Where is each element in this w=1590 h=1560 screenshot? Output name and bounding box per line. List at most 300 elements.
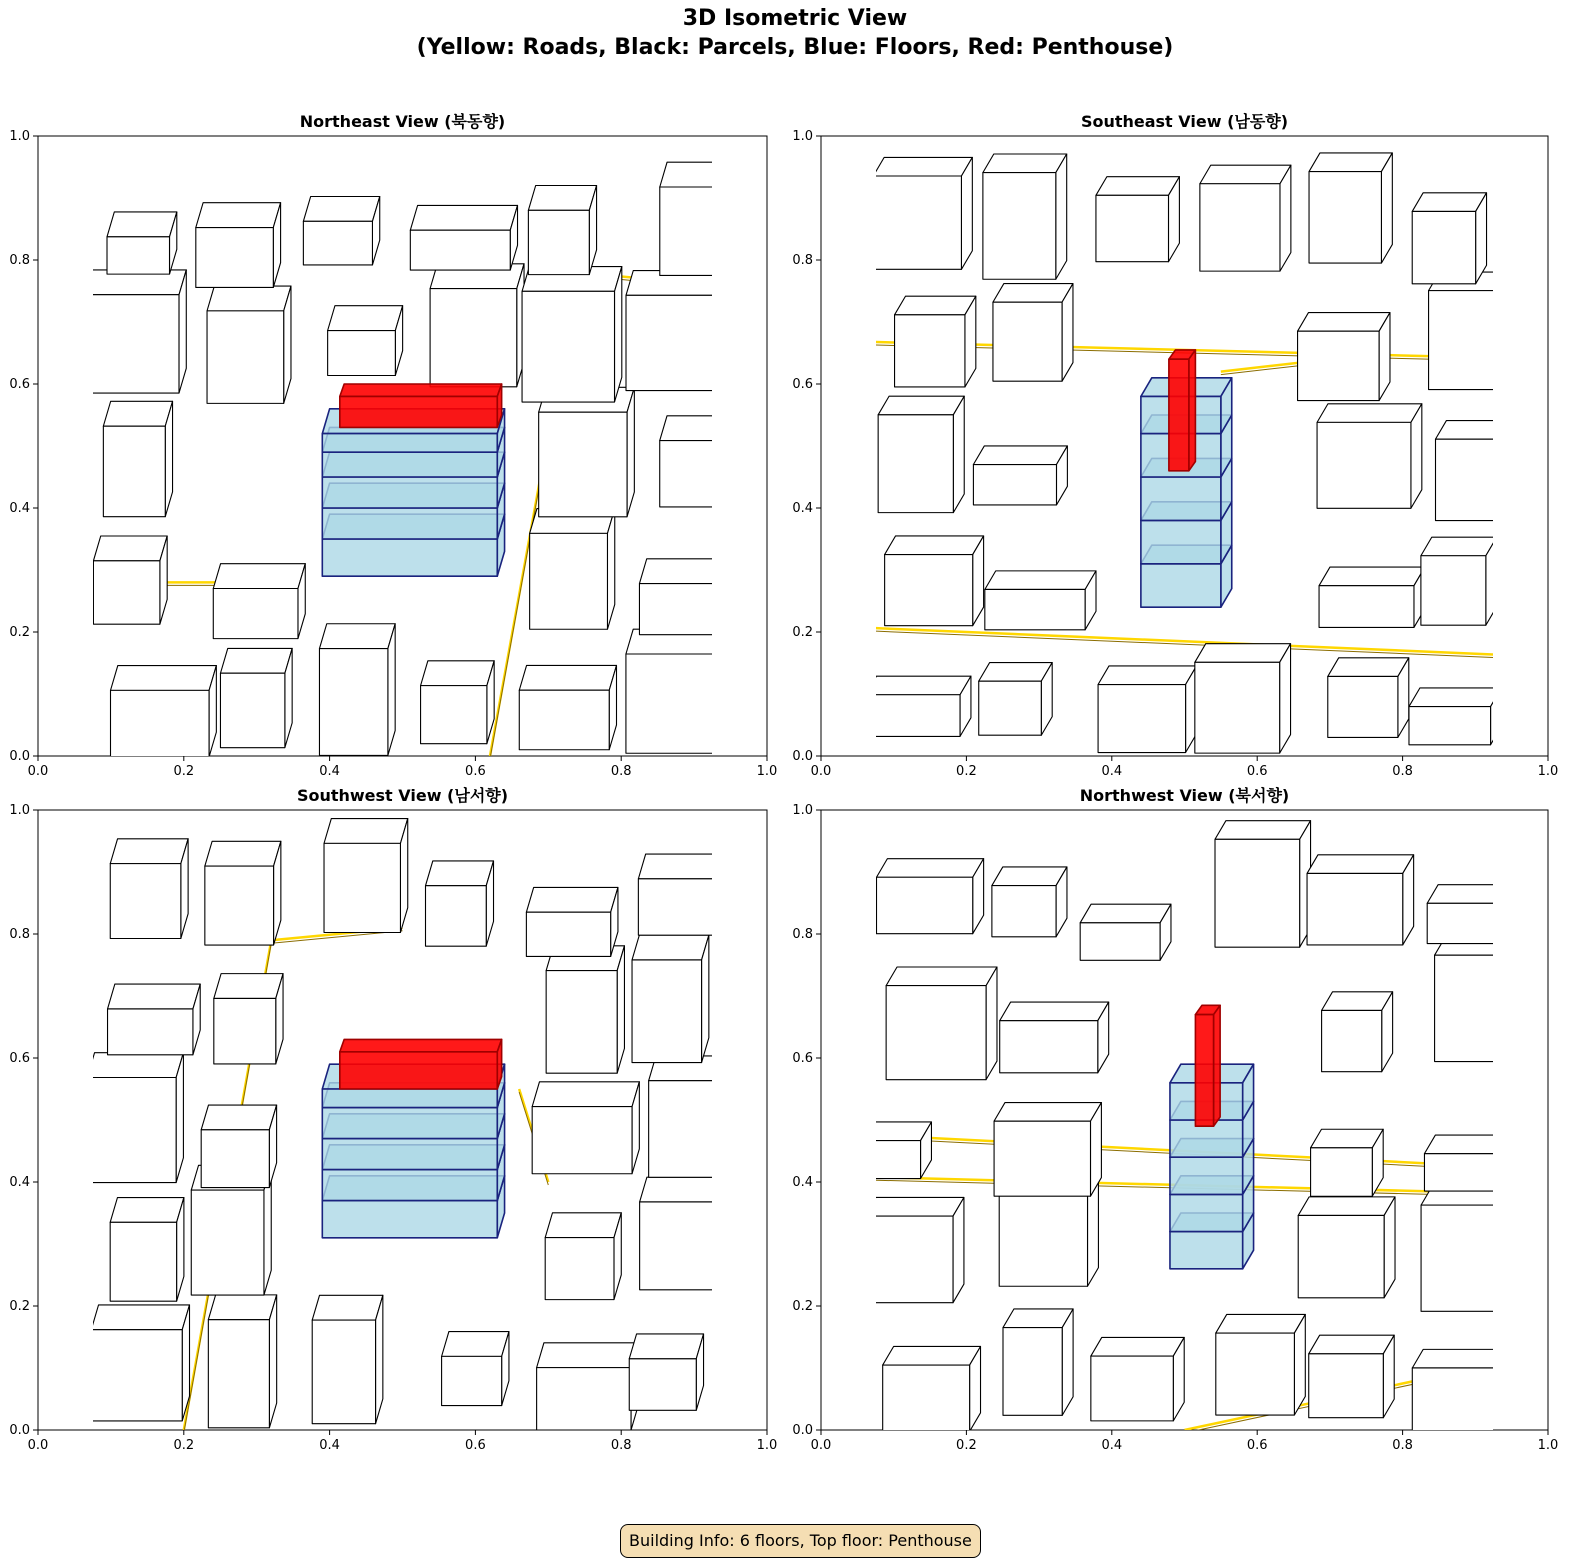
x-tick-label: 0.8	[610, 764, 632, 779]
parcel-5	[537, 1343, 639, 1430]
box-top	[1322, 992, 1393, 1011]
box-front	[1328, 676, 1398, 737]
box-side	[376, 1295, 383, 1423]
box-front	[546, 971, 617, 1074]
box-front	[340, 396, 497, 427]
box-side	[627, 387, 634, 516]
box-front	[979, 681, 1042, 735]
box-front	[1216, 1333, 1295, 1415]
box-top	[1309, 1335, 1394, 1354]
y-tick-label: 0.2	[9, 625, 30, 640]
box-front	[1000, 1021, 1098, 1073]
box-top	[629, 1334, 703, 1359]
box-front	[526, 912, 610, 956]
box-front	[632, 960, 702, 1063]
box-front	[1141, 520, 1221, 563]
x-tick-label: 0.4	[1101, 764, 1123, 779]
panel-title: Northeast View (북동향)	[299, 112, 506, 131]
parcel-7	[93, 536, 167, 624]
parcel-14	[80, 270, 187, 393]
box-top	[1307, 855, 1414, 874]
box-front	[426, 886, 487, 946]
parcel-5	[1309, 1335, 1394, 1418]
parcel-19	[877, 859, 984, 934]
box-top	[303, 196, 379, 221]
box-top	[537, 1343, 639, 1368]
parcel-13	[532, 1082, 639, 1174]
box-front	[629, 1359, 696, 1411]
box-side	[953, 396, 964, 512]
y-tick-label: 0.4	[9, 1175, 30, 1190]
box-side	[1381, 153, 1392, 263]
box-top	[340, 1039, 502, 1051]
box-top	[1412, 193, 1486, 212]
box-front	[322, 477, 497, 508]
x-tick-label: 0.8	[610, 1438, 632, 1453]
box-front	[994, 1121, 1090, 1196]
box-side	[1062, 1309, 1073, 1415]
box-top	[1216, 1314, 1306, 1333]
box-top	[93, 536, 167, 561]
box-front	[1141, 564, 1221, 607]
box-top	[1195, 644, 1291, 663]
box-front	[107, 237, 170, 274]
box-front	[208, 1320, 269, 1428]
box-front	[1215, 839, 1300, 947]
parcel-7	[865, 1197, 964, 1302]
box-front	[545, 1238, 614, 1300]
box-front	[1200, 184, 1280, 271]
y-tick-label: 0.6	[792, 377, 813, 392]
box-front	[91, 1330, 182, 1421]
box-front	[999, 1191, 1087, 1286]
box-front	[883, 1365, 970, 1431]
box-front	[442, 1356, 502, 1405]
box-front	[877, 877, 973, 933]
building-info-box	[620, 1524, 981, 1558]
box-front	[895, 315, 965, 387]
parcel-13	[1311, 1129, 1384, 1196]
x-tick-label: 0.4	[1101, 1438, 1123, 1453]
box-front	[1003, 1328, 1062, 1416]
parcel-17	[546, 946, 624, 1073]
box-front	[866, 695, 960, 737]
parcel-21	[324, 819, 408, 933]
penthouse	[340, 384, 502, 427]
box-front	[1412, 211, 1475, 283]
x-tick-label: 0.4	[319, 764, 340, 779]
parcel-19	[873, 157, 972, 269]
box-front	[873, 176, 961, 269]
x-tick-label: 0.2	[173, 1438, 195, 1453]
box-front	[421, 686, 487, 744]
box-front	[1421, 556, 1486, 625]
box-top	[895, 296, 976, 315]
parcel-13	[1317, 404, 1422, 508]
parcel-4	[442, 1332, 509, 1406]
parcel-1	[866, 676, 971, 736]
parcel-19	[110, 839, 188, 939]
x-tick-label: 0.0	[27, 764, 49, 779]
parcel-9	[530, 509, 615, 630]
parcel-7	[885, 536, 984, 626]
box-top	[213, 564, 305, 589]
box-front	[111, 690, 210, 757]
box-top	[207, 286, 291, 311]
box-side	[986, 967, 997, 1080]
parcel-22	[1200, 165, 1291, 271]
box-top	[886, 967, 997, 986]
panel-title: Northwest View (북서향)	[1079, 786, 1290, 805]
box-top	[208, 1295, 276, 1320]
box-front	[87, 1077, 176, 1182]
box-top	[201, 1105, 276, 1130]
box-front	[1170, 1157, 1243, 1194]
box-side	[1384, 1197, 1395, 1298]
box-front	[519, 690, 609, 750]
y-tick-label: 0.2	[792, 625, 813, 640]
box-top	[1003, 1309, 1073, 1328]
box-side	[1214, 1005, 1221, 1126]
box-front	[322, 1089, 497, 1108]
x-tick-label: 0.2	[956, 1438, 977, 1453]
parcel-17	[1298, 313, 1390, 401]
parcel-20	[205, 841, 281, 945]
y-tick-label: 0.4	[792, 501, 813, 516]
box-front	[1141, 477, 1221, 520]
box-top	[103, 401, 172, 426]
box-front	[865, 1216, 953, 1303]
y-tick-label: 0.0	[9, 1423, 30, 1438]
box-top	[1409, 688, 1502, 707]
box-top	[878, 396, 964, 415]
parcel-16	[993, 284, 1073, 382]
box-top	[994, 1103, 1101, 1122]
box-top	[526, 887, 618, 912]
box-side	[1411, 404, 1422, 508]
box-front	[410, 230, 510, 270]
parcel-12	[201, 1105, 276, 1188]
box-top	[1091, 1337, 1184, 1356]
parcel-22	[1215, 821, 1311, 948]
box-front	[530, 533, 608, 629]
box-front	[1409, 707, 1491, 745]
box-front	[322, 508, 497, 539]
y-tick-label: 0.8	[792, 253, 813, 268]
y-tick-label: 0.0	[792, 1423, 813, 1438]
parcel-5	[1328, 658, 1409, 738]
parcel-20	[992, 867, 1067, 937]
box-top	[340, 384, 502, 396]
box-front	[312, 1320, 375, 1424]
box-front	[1170, 1232, 1243, 1269]
box-top	[1096, 177, 1179, 196]
parcel-23	[410, 205, 517, 270]
y-tick-label: 0.4	[9, 501, 30, 516]
x-tick-label: 1.0	[756, 764, 778, 779]
x-tick-label: 0.0	[810, 1438, 832, 1453]
x-tick-label: 0.8	[1392, 764, 1413, 779]
box-front	[985, 589, 1085, 629]
penthouse	[1169, 350, 1196, 471]
parcel-15	[108, 984, 201, 1055]
parcel-10	[1421, 537, 1497, 625]
box-top	[873, 157, 972, 176]
parcel-12	[994, 1103, 1101, 1197]
figure-title-line2: (Yellow: Roads, Black: Parcels, Blue: Floors, Red: Penthouse)	[416, 35, 1174, 60]
parcel-22	[303, 196, 379, 264]
x-tick-label: 0.0	[27, 1438, 49, 1453]
box-front	[1309, 1354, 1384, 1418]
y-tick-label: 1.0	[792, 129, 813, 144]
parcel-2	[979, 663, 1052, 736]
y-tick-label: 0.6	[9, 377, 30, 392]
box-top	[883, 1346, 981, 1365]
x-tick-label: 1.0	[756, 1438, 778, 1453]
box-top	[110, 839, 188, 864]
x-tick-label: 0.6	[465, 1438, 486, 1453]
y-tick-label: 1.0	[9, 129, 30, 144]
parcel-3	[1091, 1337, 1184, 1420]
box-front	[1311, 1148, 1373, 1196]
y-tick-label: 0.4	[792, 1175, 813, 1190]
box-front	[537, 1368, 631, 1430]
parcel-21	[1080, 904, 1171, 960]
box-front	[322, 1139, 497, 1170]
box-front	[1298, 1215, 1384, 1297]
box-top	[519, 665, 616, 690]
parcel-10	[639, 559, 722, 635]
box-front	[1322, 1010, 1382, 1071]
box-top	[1298, 313, 1390, 332]
parcel-3	[319, 624, 395, 756]
box-front	[993, 302, 1062, 381]
panel-3	[9, 786, 777, 1453]
box-front	[1098, 685, 1186, 753]
box-front	[322, 1108, 497, 1139]
box-top	[979, 663, 1052, 682]
box-front	[322, 434, 497, 453]
parcel-11	[87, 1053, 183, 1183]
box-top	[1098, 666, 1196, 685]
box-side	[961, 157, 972, 269]
box-front	[649, 1081, 714, 1178]
box-front	[1307, 873, 1403, 944]
box-front	[322, 539, 497, 576]
y-tick-label: 1.0	[792, 803, 813, 818]
box-front	[430, 289, 517, 387]
parcel-12	[539, 387, 635, 516]
box-top	[328, 306, 403, 331]
box-front	[1169, 359, 1189, 471]
parcel-16	[328, 306, 403, 376]
box-front	[626, 654, 723, 753]
box-front	[638, 879, 720, 935]
x-tick-label: 0.2	[956, 764, 977, 779]
box-top	[865, 1197, 964, 1216]
box-top	[1421, 537, 1497, 556]
box-top	[985, 571, 1096, 590]
box-front	[1195, 662, 1280, 753]
panel-title: Southwest View (남서향)	[296, 786, 509, 805]
parcel-2	[1003, 1309, 1073, 1415]
box-top	[1319, 567, 1425, 586]
parcel-24	[528, 185, 596, 274]
box-side	[1280, 165, 1291, 271]
parcel-21	[196, 203, 281, 288]
parcel-24	[1412, 193, 1486, 284]
parcel-17	[1322, 992, 1393, 1072]
box-front	[205, 866, 274, 945]
box-top	[1200, 165, 1291, 184]
box-side	[1056, 154, 1067, 279]
box-front	[1170, 1194, 1243, 1231]
box-front	[886, 986, 986, 1080]
parcel-4	[1216, 1314, 1306, 1415]
box-top	[983, 154, 1067, 173]
y-tick-label: 0.0	[9, 749, 30, 764]
box-top	[442, 1332, 509, 1357]
box-front	[207, 311, 284, 403]
parcel-4	[1195, 644, 1291, 753]
parcel-6	[1409, 688, 1502, 745]
box-top	[214, 974, 283, 999]
box-top	[639, 559, 722, 584]
parcel-2	[220, 648, 292, 747]
box-top	[885, 536, 984, 555]
box-front	[108, 1009, 193, 1055]
parcel-23	[526, 887, 618, 956]
parcel-21	[1096, 177, 1179, 262]
box-top	[1317, 404, 1422, 423]
box-top	[1000, 1002, 1109, 1021]
box-top	[319, 624, 395, 649]
y-tick-label: 1.0	[9, 803, 30, 818]
parcel-7	[110, 1198, 184, 1302]
x-tick-label: 0.2	[173, 764, 195, 779]
y-tick-label: 0.8	[792, 927, 813, 942]
box-top	[973, 446, 1067, 465]
box-front	[626, 295, 727, 390]
y-tick-label: 0.8	[9, 253, 30, 268]
box-top	[1328, 658, 1409, 677]
parcel-15	[886, 967, 997, 1080]
box-front	[328, 331, 396, 376]
box-front	[1298, 331, 1380, 400]
box-side	[388, 624, 395, 756]
box-front	[319, 649, 387, 756]
box-front	[1309, 172, 1381, 264]
box-front	[201, 1130, 269, 1188]
parcel-9	[1319, 567, 1425, 627]
parcel-1	[91, 1305, 189, 1421]
box-top	[87, 1053, 183, 1078]
box-side	[953, 1197, 964, 1302]
box-front	[983, 173, 1056, 280]
x-tick-label: 0.6	[465, 764, 486, 779]
box-front	[93, 561, 159, 624]
parcel-20	[983, 154, 1067, 279]
box-front	[322, 1201, 497, 1238]
box-top	[421, 661, 495, 686]
parcel-23	[1309, 153, 1392, 263]
parcel-22	[426, 861, 494, 946]
parcel-23	[1307, 855, 1414, 945]
box-top	[1309, 153, 1392, 172]
box-top	[992, 867, 1067, 886]
parcel-16	[1000, 1002, 1109, 1073]
box-top	[545, 1213, 621, 1238]
box-front	[196, 228, 273, 288]
box-side	[176, 1053, 183, 1183]
panel-2	[792, 112, 1558, 779]
box-front	[110, 1222, 176, 1301]
box-front	[878, 415, 953, 513]
box-top	[993, 284, 1073, 303]
y-tick-label: 0.6	[9, 1051, 30, 1066]
x-tick-label: 0.6	[1246, 1438, 1268, 1453]
box-top	[532, 1082, 639, 1107]
box-top	[91, 1305, 189, 1330]
box-front	[532, 1107, 632, 1174]
box-top	[528, 185, 596, 210]
parcel-11	[103, 401, 172, 516]
box-top	[1298, 1197, 1395, 1216]
figure-title-line1: 3D Isometric View	[682, 6, 908, 31]
x-tick-label: 0.4	[319, 1438, 340, 1453]
parcel-3	[1098, 666, 1196, 753]
box-front	[992, 886, 1056, 937]
parcel-20	[107, 212, 177, 274]
box-front	[220, 673, 284, 747]
box-front	[973, 465, 1056, 505]
parcel-12	[973, 446, 1067, 505]
box-top	[877, 859, 984, 878]
box-side	[1280, 644, 1291, 753]
box-side	[269, 1295, 276, 1428]
parcel-5	[519, 665, 616, 749]
box-side	[615, 267, 622, 402]
parcel-9	[545, 1213, 621, 1300]
parcel-18	[632, 935, 709, 1062]
box-top	[111, 666, 217, 691]
parcel-3	[312, 1295, 383, 1423]
parcel-8	[213, 564, 305, 639]
x-tick-label: 1.0	[1537, 764, 1559, 779]
box-front	[1096, 195, 1169, 261]
panel-title: Southeast View (남동향)	[1080, 112, 1289, 131]
panel-1	[9, 112, 777, 779]
box-front	[324, 843, 400, 932]
box-front	[1080, 923, 1160, 960]
parcel-18	[522, 267, 622, 402]
box-front	[539, 412, 627, 517]
parcel-16	[214, 974, 283, 1064]
box-front	[80, 295, 179, 393]
box-top	[110, 1198, 184, 1223]
box-front	[322, 1170, 497, 1201]
box-top	[632, 935, 709, 960]
parcel-8	[985, 571, 1096, 630]
y-tick-label: 0.6	[792, 1051, 813, 1066]
parcel-14	[649, 1056, 722, 1177]
x-tick-label: 0.6	[1246, 764, 1268, 779]
penthouse	[340, 1039, 502, 1089]
box-top	[1311, 1129, 1384, 1148]
box-front	[639, 584, 714, 635]
x-tick-label: 0.8	[1392, 1438, 1413, 1453]
box-front	[1319, 586, 1414, 628]
